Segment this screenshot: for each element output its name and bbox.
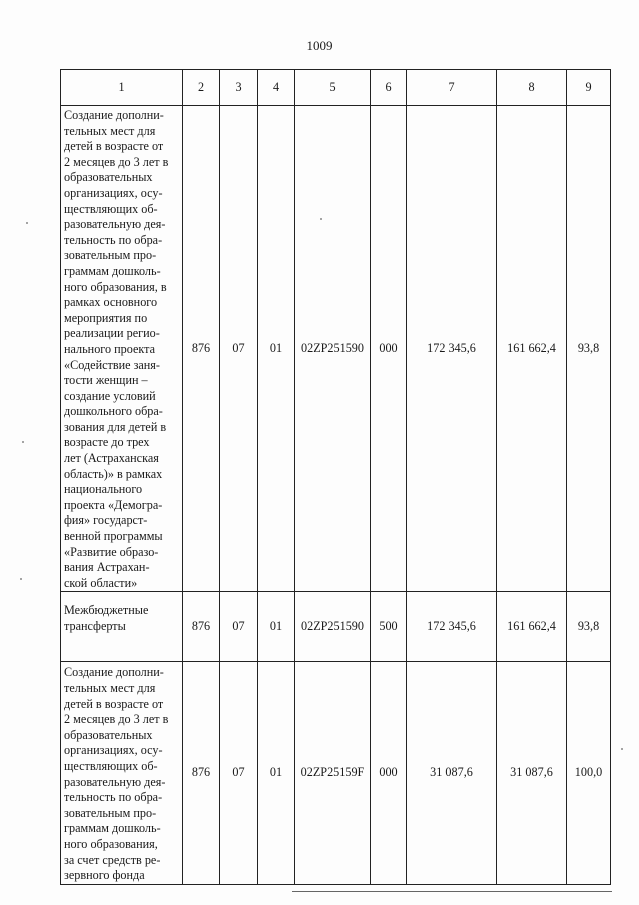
footer-rule	[292, 891, 612, 892]
table-row	[61, 106, 611, 592]
cell-planned-amount: 31 087,6	[407, 662, 497, 884]
cell-actual-amount: 161 662,4	[497, 592, 567, 662]
scan-speck	[621, 748, 623, 750]
scan-speck	[320, 218, 322, 220]
cell-expense-type: 500	[371, 592, 407, 662]
cell-target-article: 02ZP251590	[295, 106, 371, 592]
row-description: Создание дополни- тельных мест для детей в возрасте от 2 месяцев до 3 лет в образовательных организациях, осу- ществляющих об- разовательную дея- тельность по обра- зовательным про- граммам дошколь- ного образования, в рамках основного мероприятия по реализации регио- нального проекта «Содействие заня- тости женщин – создание условий дошкольного обра- зования для детей в возрасте до трех лет (Астраханская область)» в рамках национального проекта «Демогра- фия» государст- венной программы «Развитие образо- вания Астрахан- ской области»	[61, 106, 183, 592]
budget-table	[60, 69, 611, 885]
cell-subsection: 01	[258, 106, 295, 592]
cell-target-article: 02ZP251590	[295, 592, 371, 662]
cell-percent: 93,8	[567, 592, 611, 662]
column-header: 2	[183, 70, 220, 106]
cell-ministry-code: 876	[183, 106, 220, 592]
column-header: 5	[295, 70, 371, 106]
cell-subsection: 01	[258, 592, 295, 662]
cell-section: 07	[220, 106, 258, 592]
column-header: 7	[407, 70, 497, 106]
cell-ministry-code: 876	[183, 662, 220, 884]
cell-expense-type: 000	[371, 106, 407, 592]
column-header: 4	[258, 70, 295, 106]
cell-section: 07	[220, 592, 258, 662]
cell-section: 07	[220, 662, 258, 884]
column-header: 6	[371, 70, 407, 106]
cell-planned-amount: 172 345,6	[407, 592, 497, 662]
column-header: 3	[220, 70, 258, 106]
cell-percent: 93,8	[567, 106, 611, 592]
column-header: 9	[567, 70, 611, 106]
cell-target-article: 02ZP25159F	[295, 662, 371, 884]
cell-actual-amount: 161 662,4	[497, 106, 567, 592]
page-number: 1009	[306, 38, 333, 53]
cell-ministry-code: 876	[183, 592, 220, 662]
column-header: 8	[497, 70, 567, 106]
cell-planned-amount: 172 345,6	[407, 106, 497, 592]
cell-actual-amount: 31 087,6	[497, 662, 567, 884]
table-header-row	[61, 70, 611, 106]
scan-speck	[26, 222, 28, 224]
cell-percent: 100,0	[567, 662, 611, 884]
cell-expense-type: 000	[371, 662, 407, 884]
row-description: Создание дополни- тельных мест для детей в возрасте от 2 месяцев до 3 лет в образовательных организациях, осу- ществляющих об- разовательную дея- тельность по обра- зовательным про- граммам дошколь- ного образования, за счет средств ре- зервного фонда	[61, 662, 183, 884]
cell-subsection: 01	[258, 662, 295, 884]
scan-speck	[22, 441, 24, 443]
table-row	[61, 592, 611, 662]
row-description: Межбюджетные трансферты	[61, 592, 183, 662]
column-header: 1	[61, 70, 183, 106]
scan-speck	[20, 578, 22, 580]
table-row	[61, 662, 611, 884]
